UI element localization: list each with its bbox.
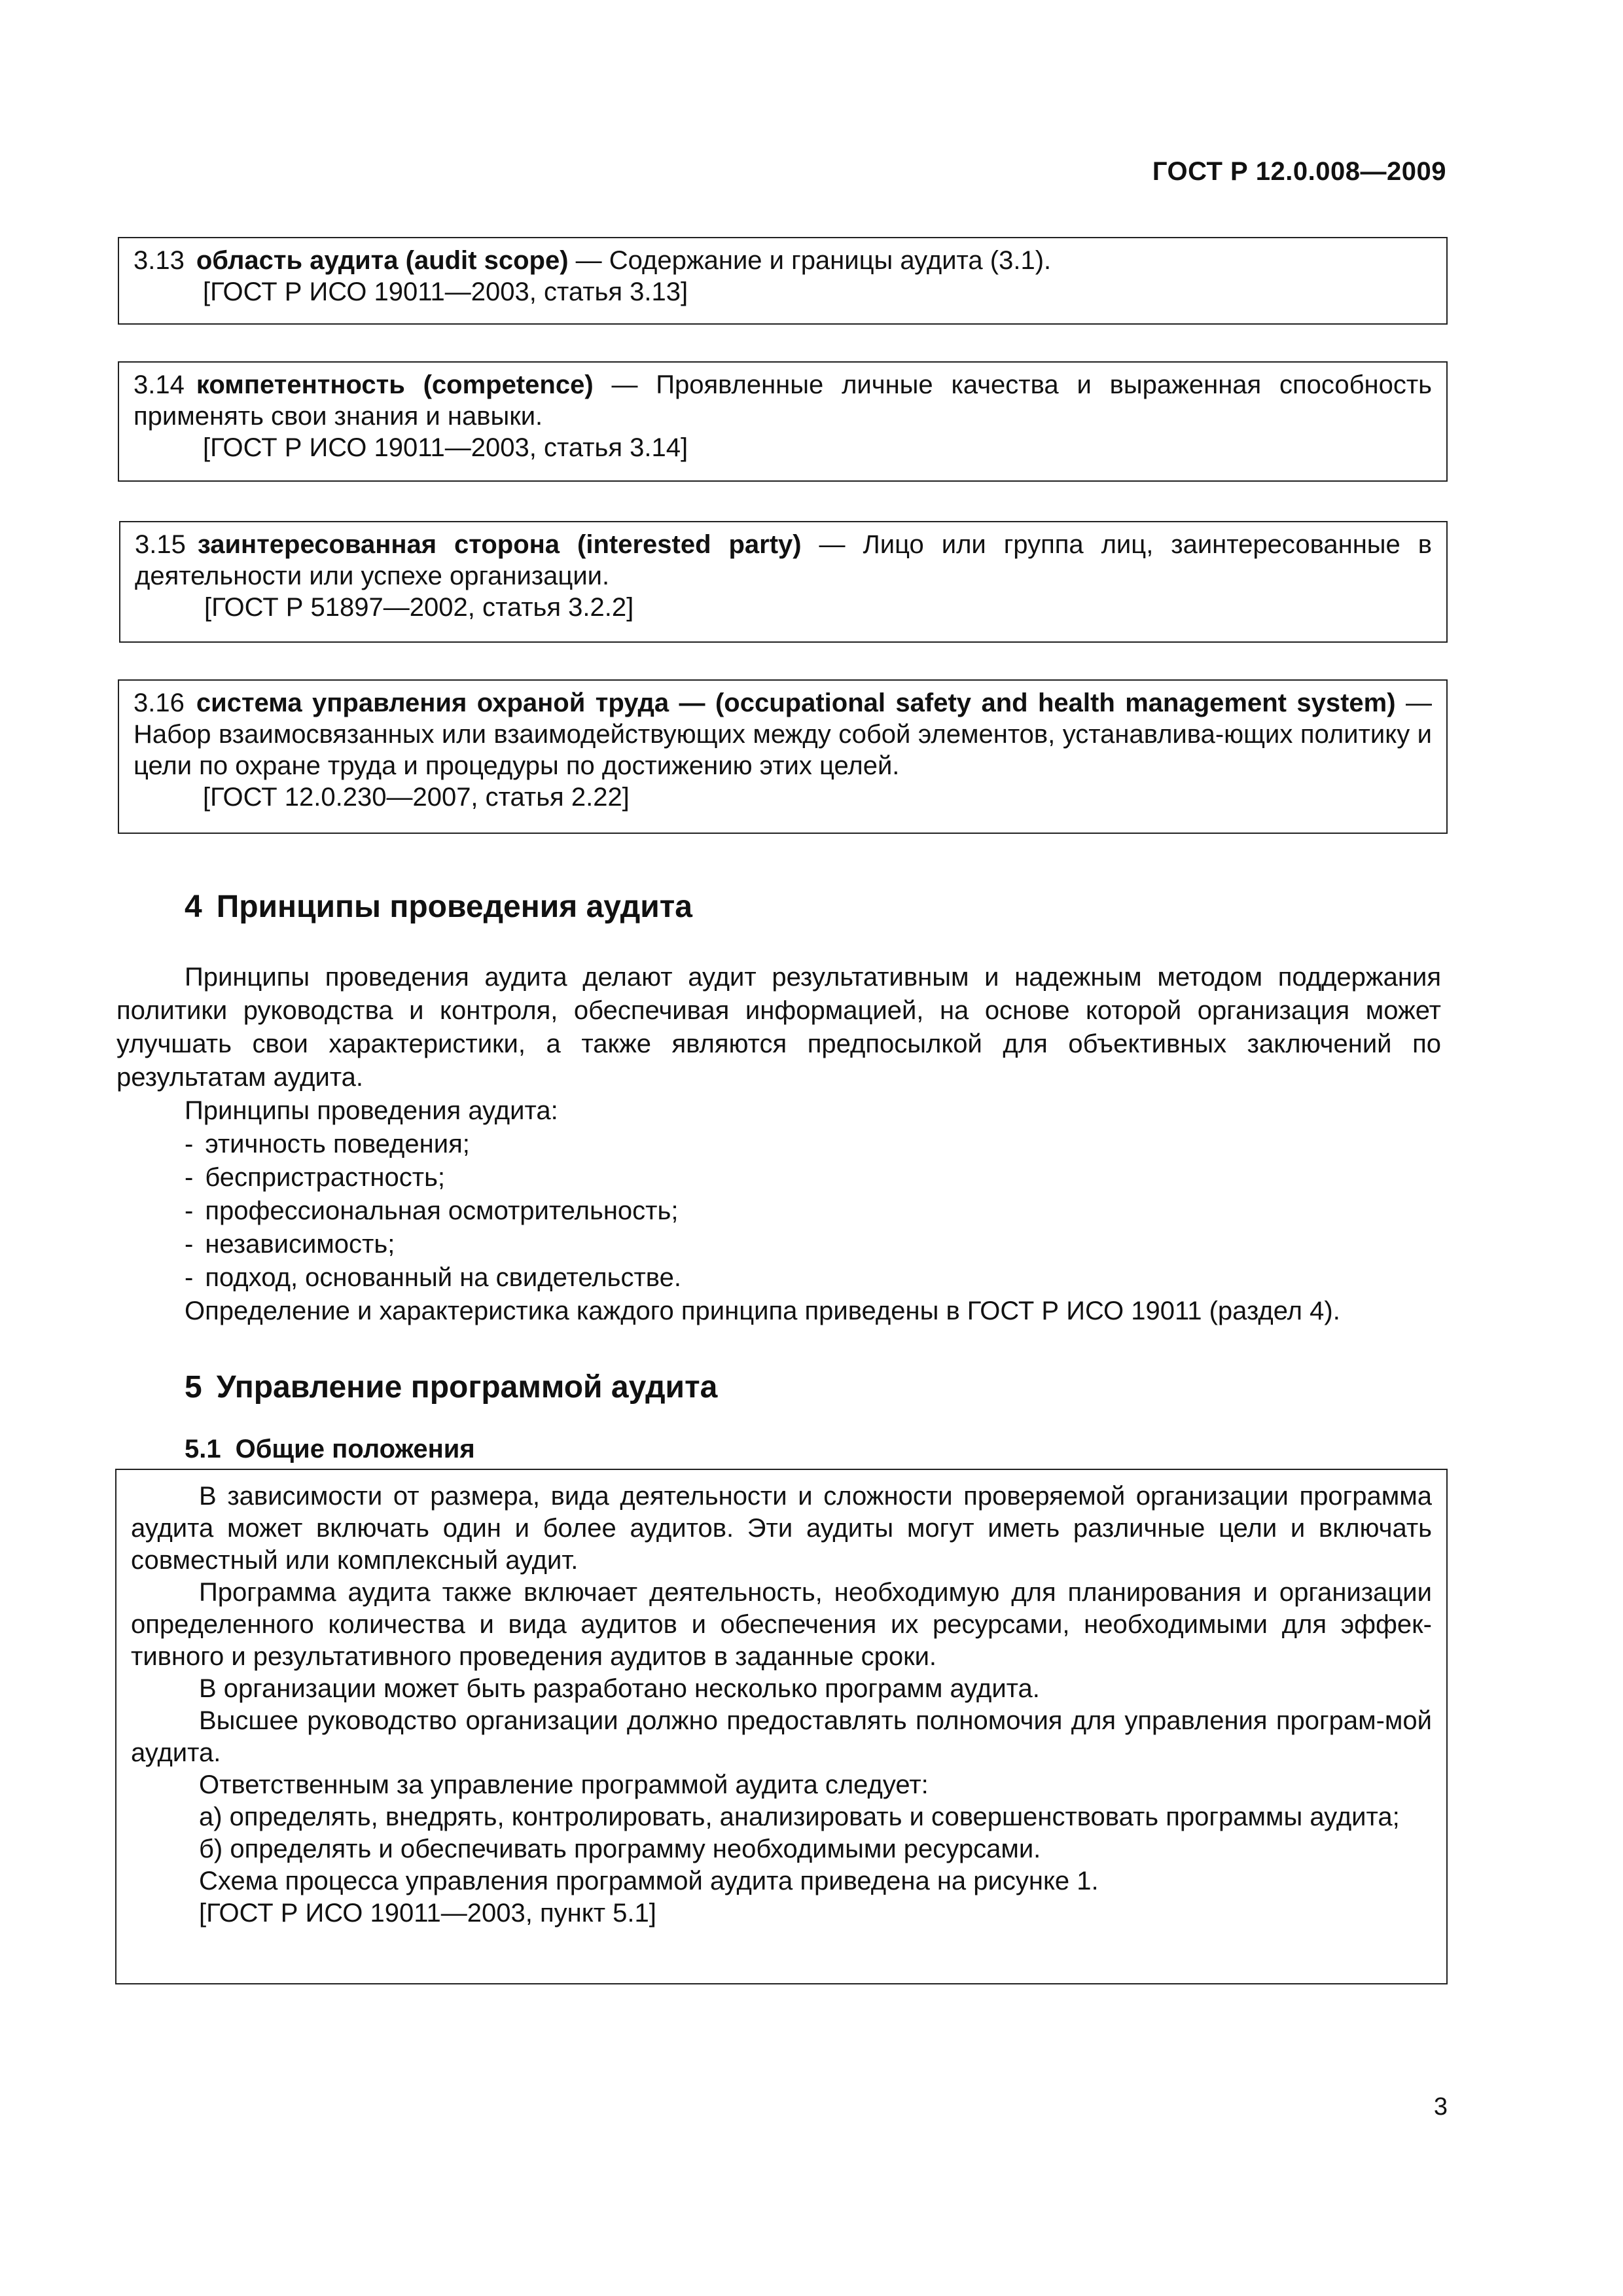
list-item: - независимость; [185,1230,395,1259]
term-number: 3.13 [134,246,185,275]
box-paragraph: В зависимости от размера, вида деятельности и сложности проверяемой организации программа аудита может включать один и более аудитов. Эти аудиты могут иметь различные цели и включать совместный или комплексный аудит. [131,1482,1432,1575]
term-name: область аудита (audit scope) [196,246,569,275]
term-line [134,687,1432,781]
term-box-3-13 [118,237,1448,325]
list-item: - профессиональная осмотрительность; [185,1196,679,1225]
term-reference: [ГОСТ 12.0.230—2007, статья 2.22] [203,783,630,812]
list-item: - беспристрастность; [185,1163,446,1192]
section-4-heading [185,889,692,925]
list-item: - подход, основанный на свидетельстве. [185,1263,681,1292]
list-item: - этичность поведения; [185,1130,470,1158]
term-number: 3.14 [134,370,185,399]
subsection-5-1-heading [185,1435,475,1464]
section-number: 4 [185,889,202,924]
term-line [134,245,1432,276]
subsection-title: Общие положения [235,1435,475,1463]
box-paragraph: Высшее руководство организации должно предоставлять полномочия для управления програм-мой аудита. [131,1706,1432,1767]
list-item-text: профессиональная осмотрительность; [205,1196,679,1225]
term-definition: — Лицо или группа лиц, заинтересованные в деятельности или успехе организации. [135,530,1432,590]
section-title: Управление программой аудита [216,1370,718,1405]
term-name: заинтересованная сторона (interested party) [197,530,802,559]
term-box-3-14 [118,361,1448,482]
term-box-3-16 [118,679,1448,834]
term-reference: [ГОСТ Р ИСО 19011—2003, статья 3.14] [203,433,688,462]
term-box-3-15 [119,521,1448,643]
term-name: компетентность (competence) [196,370,594,399]
list-item-text: беспристрастность; [205,1163,446,1192]
section-title: Принципы проведения аудита [216,889,692,924]
quoted-box-5-1 [115,1469,1448,1984]
section-number: 5 [185,1370,202,1405]
box-paragraph: Схема процесса управления программой аудита приведена на рисунке 1. [199,1867,1099,1895]
section-5-heading [185,1369,717,1405]
term-definition: — Набор взаимосвязанных или взаимодействующих между собой элементов, устанавлива-ющих политику и цели по охране труда и процедуры по достижению этих целей. [134,689,1433,780]
box-paragraph: б) определять и обеспечивать программу необходимыми ресурсами. [199,1835,1041,1863]
term-line [135,529,1432,592]
term-line [134,369,1432,432]
list-item-text: подход, основанный на свидетельстве. [205,1263,681,1292]
box-paragraph: Ответственным за управление программой аудита следует: [199,1770,929,1799]
list-item-text: независимость; [205,1230,395,1259]
term-name: система управления охраной труда — (occupational safety and health management system) [196,689,1396,717]
term-definition: — Проявленные личные качества и выраженная способность применять свои знания и навыки. [134,370,1433,431]
term-reference: [ГОСТ Р ИСО 19011—2003, статья 3.13] [203,278,688,306]
document-code-header: ГОСТ Р 12.0.008—2009 [1152,157,1446,186]
box-paragraph: а) определять, внедрять, контролировать, анализировать и совершенствовать программы аудита; [199,1803,1400,1831]
section-4-closing: Определение и характеристика каждого принципа приведены в ГОСТ Р ИСО 19011 (раздел 4). [185,1297,1340,1325]
term-number: 3.15 [135,530,186,559]
section-4-intro: Принципы проведения аудита делают аудит результативным и надежным методом поддержания политики руководства и контроля, обеспечивая информацией, на основе которой организация может улучшать свои характеристики, а также являются предпосылкой для объективных заключений по результатам аудита. [116,963,1441,1092]
term-reference: [ГОСТ Р 51897—2002, статья 3.2.2] [204,593,634,622]
page-number: 3 [1433,2093,1448,2121]
term-number: 3.16 [134,689,185,717]
box-reference: [ГОСТ Р ИСО 19011—2003, пункт 5.1] [199,1899,656,1928]
term-definition: — Содержание и границы аудита (3.1). [568,246,1052,275]
box-paragraph: В организации может быть разработано несколько программ аудита. [199,1674,1040,1703]
subsection-number: 5.1 [185,1435,221,1463]
principles-list-lead: Принципы проведения аудита: [185,1096,558,1125]
box-paragraph: Программа аудита также включает деятельность, необходимую для планирования и организации определенного количества и вида аудитов и обеспечения их ресурсами, необходимыми для эффек-тивного и результативного проведения аудитов в заданные сроки. [131,1578,1432,1671]
section-4-body [116,961,1441,1328]
list-item-text: этичность поведения; [205,1130,470,1158]
